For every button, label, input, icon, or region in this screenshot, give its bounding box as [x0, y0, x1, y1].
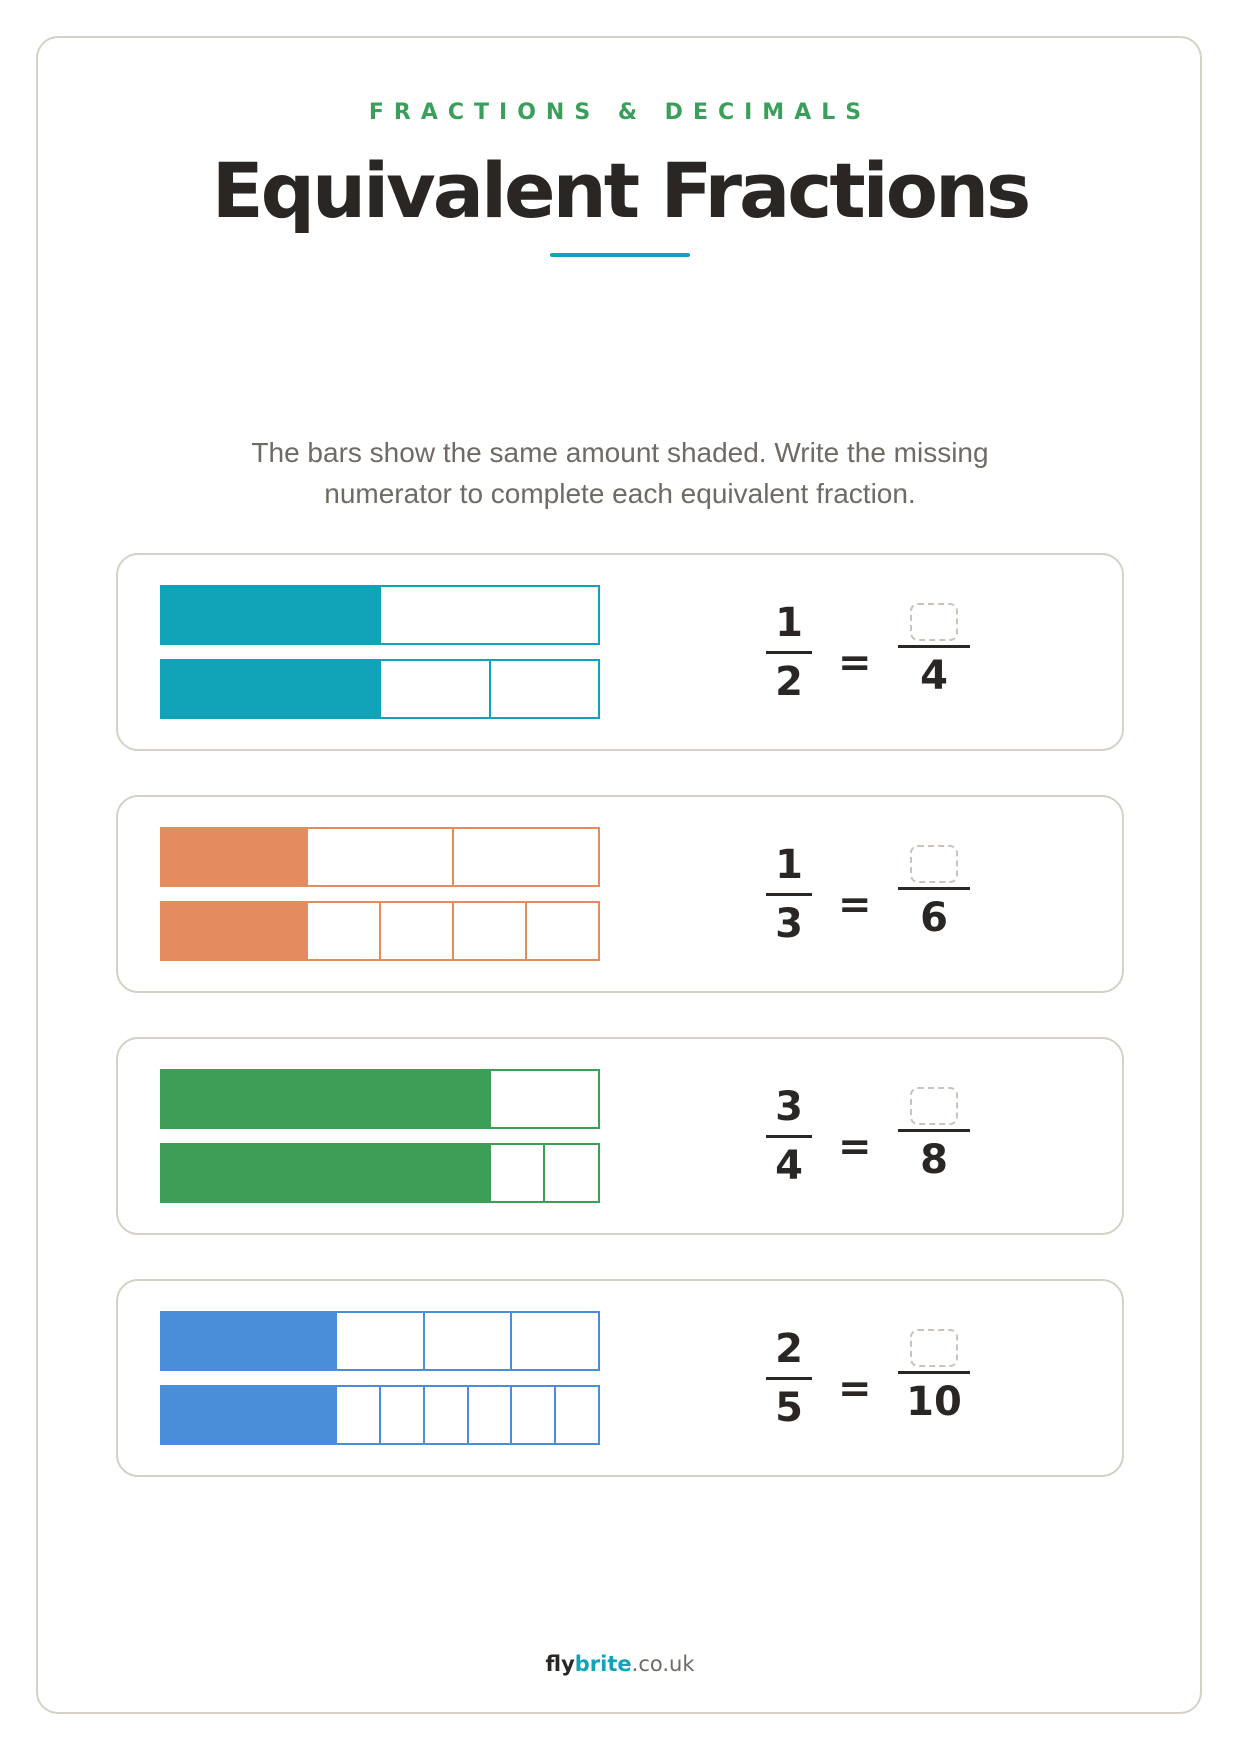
page-title: Equivalent Fractions — [211, 146, 1029, 235]
fraction-bar-top — [160, 827, 600, 887]
given-numerator: 3 — [775, 1084, 803, 1130]
unshaded-segment — [379, 1387, 423, 1443]
shaded-segment — [162, 1387, 204, 1443]
unshaded-segment — [510, 1313, 598, 1369]
given-fraction — [766, 1325, 812, 1432]
fraction-line — [898, 887, 970, 890]
numerator-answer-box[interactable] — [910, 1087, 958, 1125]
problem-card — [116, 1037, 1124, 1235]
unshaded-segment — [452, 829, 598, 885]
title-underline — [550, 253, 690, 257]
given-numerator: 1 — [775, 842, 803, 888]
shaded-segment — [248, 1313, 336, 1369]
unshaded-segment — [543, 1145, 598, 1201]
unshaded-segment — [489, 661, 599, 717]
shaded-segment — [162, 903, 233, 959]
given-fraction — [766, 599, 812, 706]
numerator-answer-box[interactable] — [910, 603, 958, 641]
unshaded-segment — [306, 903, 379, 959]
equivalent-fraction — [898, 841, 970, 942]
shaded-segment — [215, 1145, 270, 1201]
shaded-segment — [270, 661, 380, 717]
unshaded-segment — [335, 1387, 379, 1443]
unshaded-segment — [452, 903, 525, 959]
shaded-segment — [248, 1387, 292, 1443]
shaded-segment — [162, 661, 270, 717]
unshaded-segment — [467, 1387, 511, 1443]
shaded-segment — [204, 1387, 248, 1443]
equivalent-fraction — [898, 599, 970, 700]
unshaded-segment — [379, 587, 598, 643]
problem-card — [116, 1279, 1124, 1477]
unshaded-segment — [525, 903, 598, 959]
problem-card — [116, 795, 1124, 993]
given-numerator: 1 — [775, 600, 803, 646]
unshaded-segment — [554, 1387, 598, 1443]
shaded-segment — [233, 903, 306, 959]
instructions-line-1: The bars show the same amount shaded. Write the missing — [251, 437, 989, 468]
given-fraction — [766, 1083, 812, 1190]
unshaded-segment — [489, 1071, 599, 1127]
equals-sign: = — [838, 640, 872, 686]
equivalent-denominator: 8 — [920, 1137, 948, 1183]
equivalent-denominator: 4 — [920, 653, 948, 699]
numerator-answer-box[interactable] — [910, 845, 958, 883]
shaded-segment — [162, 1313, 248, 1369]
shaded-segment — [379, 1071, 489, 1127]
equivalent-fraction — [898, 1083, 970, 1184]
fraction-bar-bottom — [160, 659, 600, 719]
equals-sign: = — [838, 882, 872, 928]
shaded-segment — [270, 1071, 380, 1127]
fraction-line — [898, 645, 970, 648]
footer-brand — [0, 1652, 1240, 1676]
unshaded-segment — [489, 1145, 544, 1201]
fraction-bar-bottom — [160, 1143, 600, 1203]
shaded-segment — [379, 1145, 434, 1201]
fraction-line — [898, 1129, 970, 1132]
fraction-line — [766, 651, 812, 654]
fraction-line — [766, 1377, 812, 1380]
shaded-segment — [162, 829, 306, 885]
given-fraction — [766, 841, 812, 948]
given-denominator: 5 — [775, 1385, 803, 1431]
equivalent-denominator: 6 — [920, 895, 948, 941]
shaded-segment — [324, 1145, 379, 1201]
given-denominator: 2 — [775, 659, 803, 705]
shaded-segment — [434, 1145, 489, 1201]
brand-name-part-1: fly — [545, 1652, 575, 1676]
equals-sign: = — [838, 1124, 872, 1170]
shaded-segment — [270, 1145, 325, 1201]
unshaded-segment — [379, 661, 489, 717]
brand-name-part-2: brite — [574, 1652, 632, 1676]
unshaded-segment — [423, 1387, 467, 1443]
shaded-segment — [162, 1071, 270, 1127]
given-denominator: 3 — [775, 901, 803, 947]
fraction-line — [766, 1135, 812, 1138]
unshaded-segment — [306, 829, 452, 885]
given-denominator: 4 — [775, 1143, 803, 1189]
fraction-bar-top — [160, 585, 600, 645]
fraction-bar-bottom — [160, 901, 600, 961]
instructions — [180, 432, 1060, 514]
shaded-segment — [162, 1145, 215, 1201]
equivalent-fraction — [898, 1325, 970, 1426]
brand-domain: .co.uk — [631, 1652, 695, 1676]
fraction-line — [898, 1371, 970, 1374]
problem-card — [116, 553, 1124, 751]
worksheet-category: FRACTIONS & DECIMALS — [368, 100, 872, 125]
numerator-answer-box[interactable] — [910, 1329, 958, 1367]
unshaded-segment — [335, 1313, 423, 1369]
unshaded-segment — [423, 1313, 511, 1369]
fraction-bar-top — [160, 1069, 600, 1129]
equivalent-denominator: 10 — [906, 1379, 962, 1425]
instructions-line-2: numerator to complete each equivalent fraction. — [324, 478, 916, 509]
shaded-segment — [291, 1387, 335, 1443]
fraction-line — [766, 893, 812, 896]
equals-sign: = — [838, 1366, 872, 1412]
given-numerator: 2 — [775, 1326, 803, 1372]
fraction-bar-top — [160, 1311, 600, 1371]
shaded-segment — [162, 587, 379, 643]
unshaded-segment — [510, 1387, 554, 1443]
fraction-bar-bottom — [160, 1385, 600, 1445]
unshaded-segment — [379, 903, 452, 959]
